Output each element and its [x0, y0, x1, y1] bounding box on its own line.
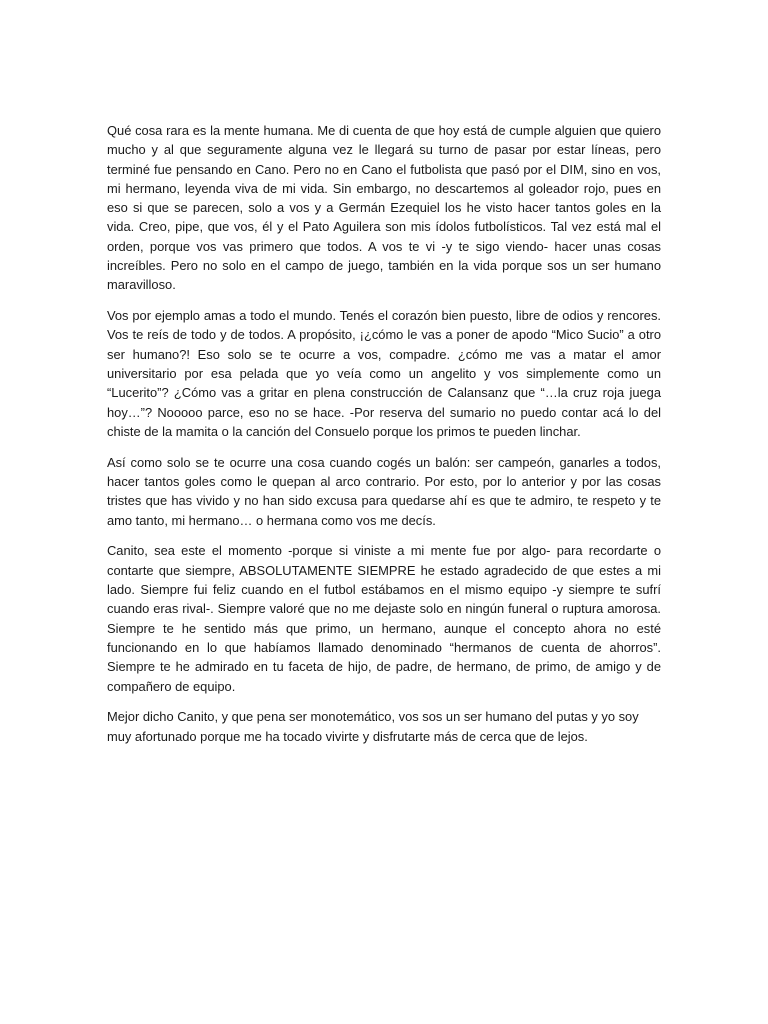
paragraph-1: Qué cosa rara es la mente humana. Me di cuenta de que hoy está de cumple alguien que quiero mucho y al que seguramente alguna vez le llegará su turno de pasar por estar líneas, pero terminé fue pensando en Cano. Pero no en Cano el futbolista que pasó por el DIM, sino en vos, mi hermano, leyenda viva de mi vida. Sin embargo, no descartemos al goleador rojo, pues en eso si que se parecen, solo a vos y a Germán Ezequiel los he visto hacer tantos goles en la vida. Creo, pipe, que vos, él y el Pato Aguilera son mis ídolos futbolísticos. Tal vez está mal el orden, porque vos vas primero que todos. A vos te vi -y te sigo viendo- hacer unas cosas increíbles. Pero no solo en el campo de juego, también en la vida porque sos un ser humano maravilloso.	[107, 123, 661, 293]
paragraph-2: Vos por ejemplo amas a todo el mundo. Tenés el corazón bien puesto, libre de odios y rencores. Vos te reís de todo y de todos. A propósito, ¡¿cómo le vas a poner de apodo “Mico Sucio” a otro ser humano?! Eso solo se te ocurre a vos, compadre. ¿cómo me vas a matar el amor universitario por esa pelada que yo veía como un angelito y vos simplemente como un “Lucerito”? ¿Cómo vas a gritar en plena construcción de Calansanz que “…la cruz roja juega hoy…”? Nooooo parce, eso no se hace. -Por reserva del sumario no puedo contar acá lo del chiste de la mamita o la canción del Consuelo porque los primos te pueden linchar.	[107, 308, 661, 439]
paragraph-4: Canito, sea este el momento -porque si viniste a mi mente fue por algo- para recordarte o contarte que siempre, ABSOLUTAMENTE SIEMPRE he estado agradecido de que estes a mi lado. Siempre fui feliz cuando en el futbol estábamos en el mismo equipo -y siempre te sufrí cuando eras rival-. Siempre valoré que no me dejaste solo en ningún funeral o ruptura amorosa. Siempre te he sentido más que primo, un hermano, aunque el concepto ahora no esté funcionando en lo que habíamos llamado denominado “hermanos de cuenta de ahorros”. Siempre te he admirado en tu faceta de hijo, de padre, de hermano, de primo, de amigo y de compañero de equipo.	[107, 543, 661, 694]
document-page	[107, 121, 661, 757]
paragraph-3: Así como solo se te ocurre una cosa cuando cogés un balón: ser campeón, ganarles a todos, hacer tantos goles como le quepan al arco contrario. Por esto, por lo anterior y por las cosas tristes que has vivido y no han sido excusa para quedarse ahí es que te admiro, te respeto y te amo tanto, mi hermano… o hermana como vos me decís.	[107, 454, 661, 528]
paragraph-5: Mejor dicho Canito, y que pena ser monotemático, vos sos un ser humano del putas y yo soy muy afortunado porque me ha tocado vivirte y disfrutarte más de cerca que de lejos.	[107, 709, 639, 744]
